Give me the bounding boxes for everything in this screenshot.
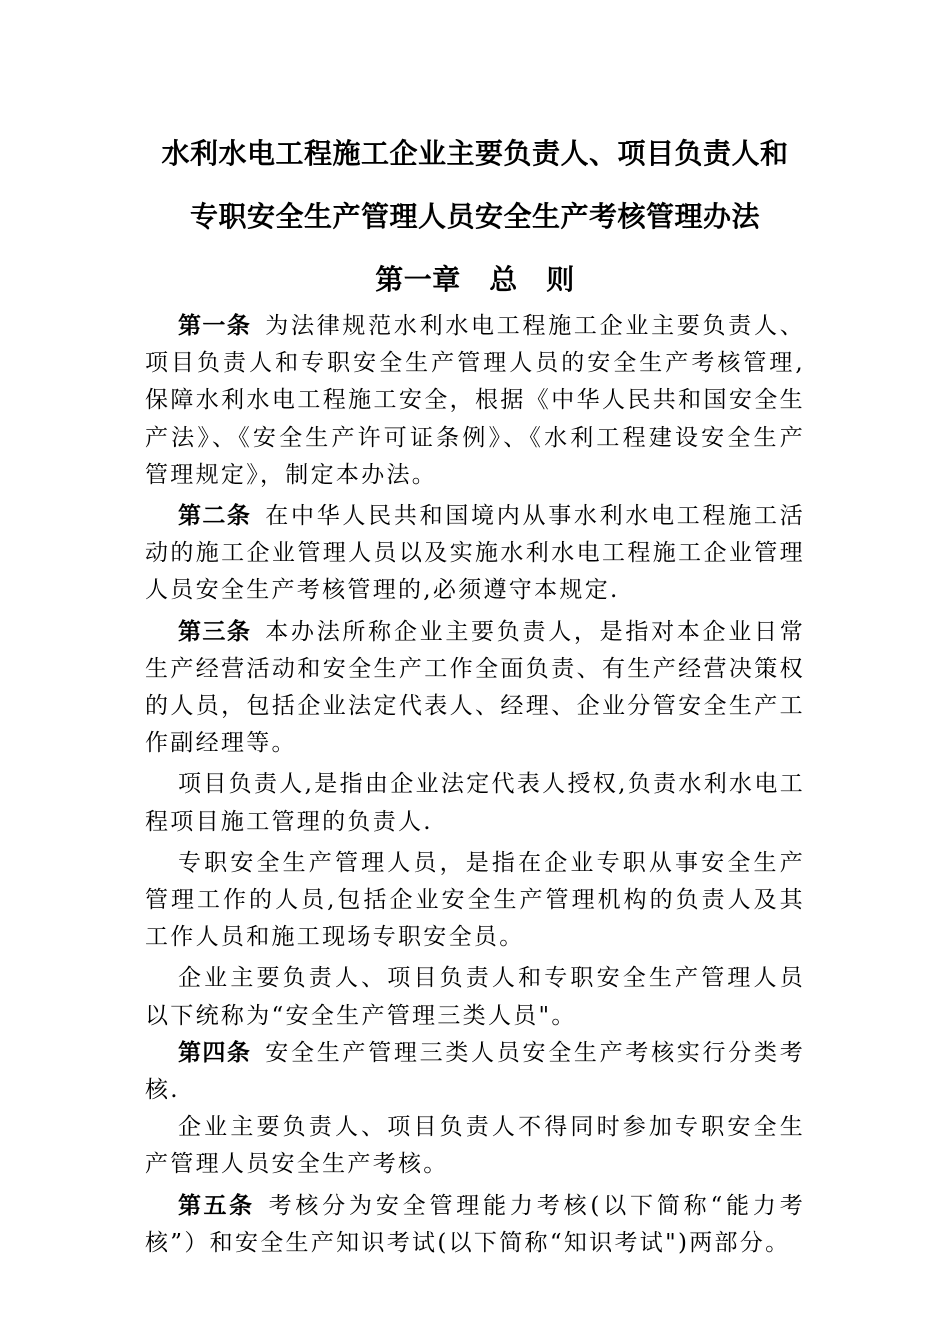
article-5 — [145, 1188, 805, 1262]
paragraph-text: 项目负责人,是指由企业法定代表人授权,负责水利水电工程项目施工管理的负责人. — [145, 771, 805, 835]
article-label: 第二条 — [178, 503, 252, 530]
chapter-heading: 第一章 总 则 — [375, 263, 575, 296]
paragraph-project-leader — [145, 766, 805, 840]
article-text: 本办法所称企业主要负责人，是指对本企业日常生产经营活动和安全生产工作全面负责、有生产经营决策权的人员，包括企业法定代表人、经理、企业分管安全生产工作副经理等。 — [145, 618, 805, 757]
article-text: 为法律规范水利水电工程施工企业主要负责人、项目负责人和专职安全生产管理人员的安全生产考核管理,保障水利水电工程施工安全，根据《中华人民共和国安全生产法》、《安全生产许可证条例》、《水利工程建设安全生产管理规定》，制定本办法。 — [145, 313, 805, 488]
article-label: 第一条 — [178, 313, 252, 339]
article-3 — [145, 614, 805, 763]
article-4 — [145, 1035, 805, 1109]
article-text: 考核分为安全管理能力考核(以下简称“能力考核”）和安全生产知识考试(以下简称“知识考试")两部分。 — [145, 1192, 806, 1256]
document-body — [145, 308, 805, 1262]
article-2 — [145, 498, 805, 610]
document-title-line-2: 专职安全生产管理人员安全生产考核管理办法 — [189, 200, 760, 233]
article-label: 第四条 — [178, 1039, 252, 1066]
article-text: 安全生产管理三类人员安全生产考核实行分类考核. — [145, 1039, 805, 1104]
paragraph-text: 专职安全生产管理人员，是指在企业专职从事安全生产管理工作的人员,包括企业安全生产管理机构的负责人及其工作人员和施工现场专职安全员。 — [145, 849, 805, 951]
paragraph-text: 企业主要负责人、项目负责人和专职安全生产管理人员以下统称为“安全生产管理三类人员"。 — [145, 965, 805, 1029]
article-label: 第五条 — [178, 1192, 255, 1219]
paragraph-safety-staff — [145, 845, 805, 957]
article-text: 在中华人民共和国境内从事水利水电工程施工活动的施工企业管理人员以及实施水利水电工程施工企业管理人员安全生产考核管理的,必须遵守本规定. — [145, 503, 805, 604]
paragraph-text: 企业主要负责人、项目负责人不得同时参加专职安全生产管理人员安全生产考核。 — [145, 1114, 805, 1178]
document-title-line-1: 水利水电工程施工企业主要负责人、项目负责人和 — [161, 137, 789, 170]
paragraph-exam-restriction — [145, 1109, 805, 1183]
article-label: 第三条 — [178, 618, 252, 645]
document-page — [145, 0, 805, 1344]
paragraph-three-categories — [145, 960, 805, 1034]
article-1 — [145, 308, 805, 494]
